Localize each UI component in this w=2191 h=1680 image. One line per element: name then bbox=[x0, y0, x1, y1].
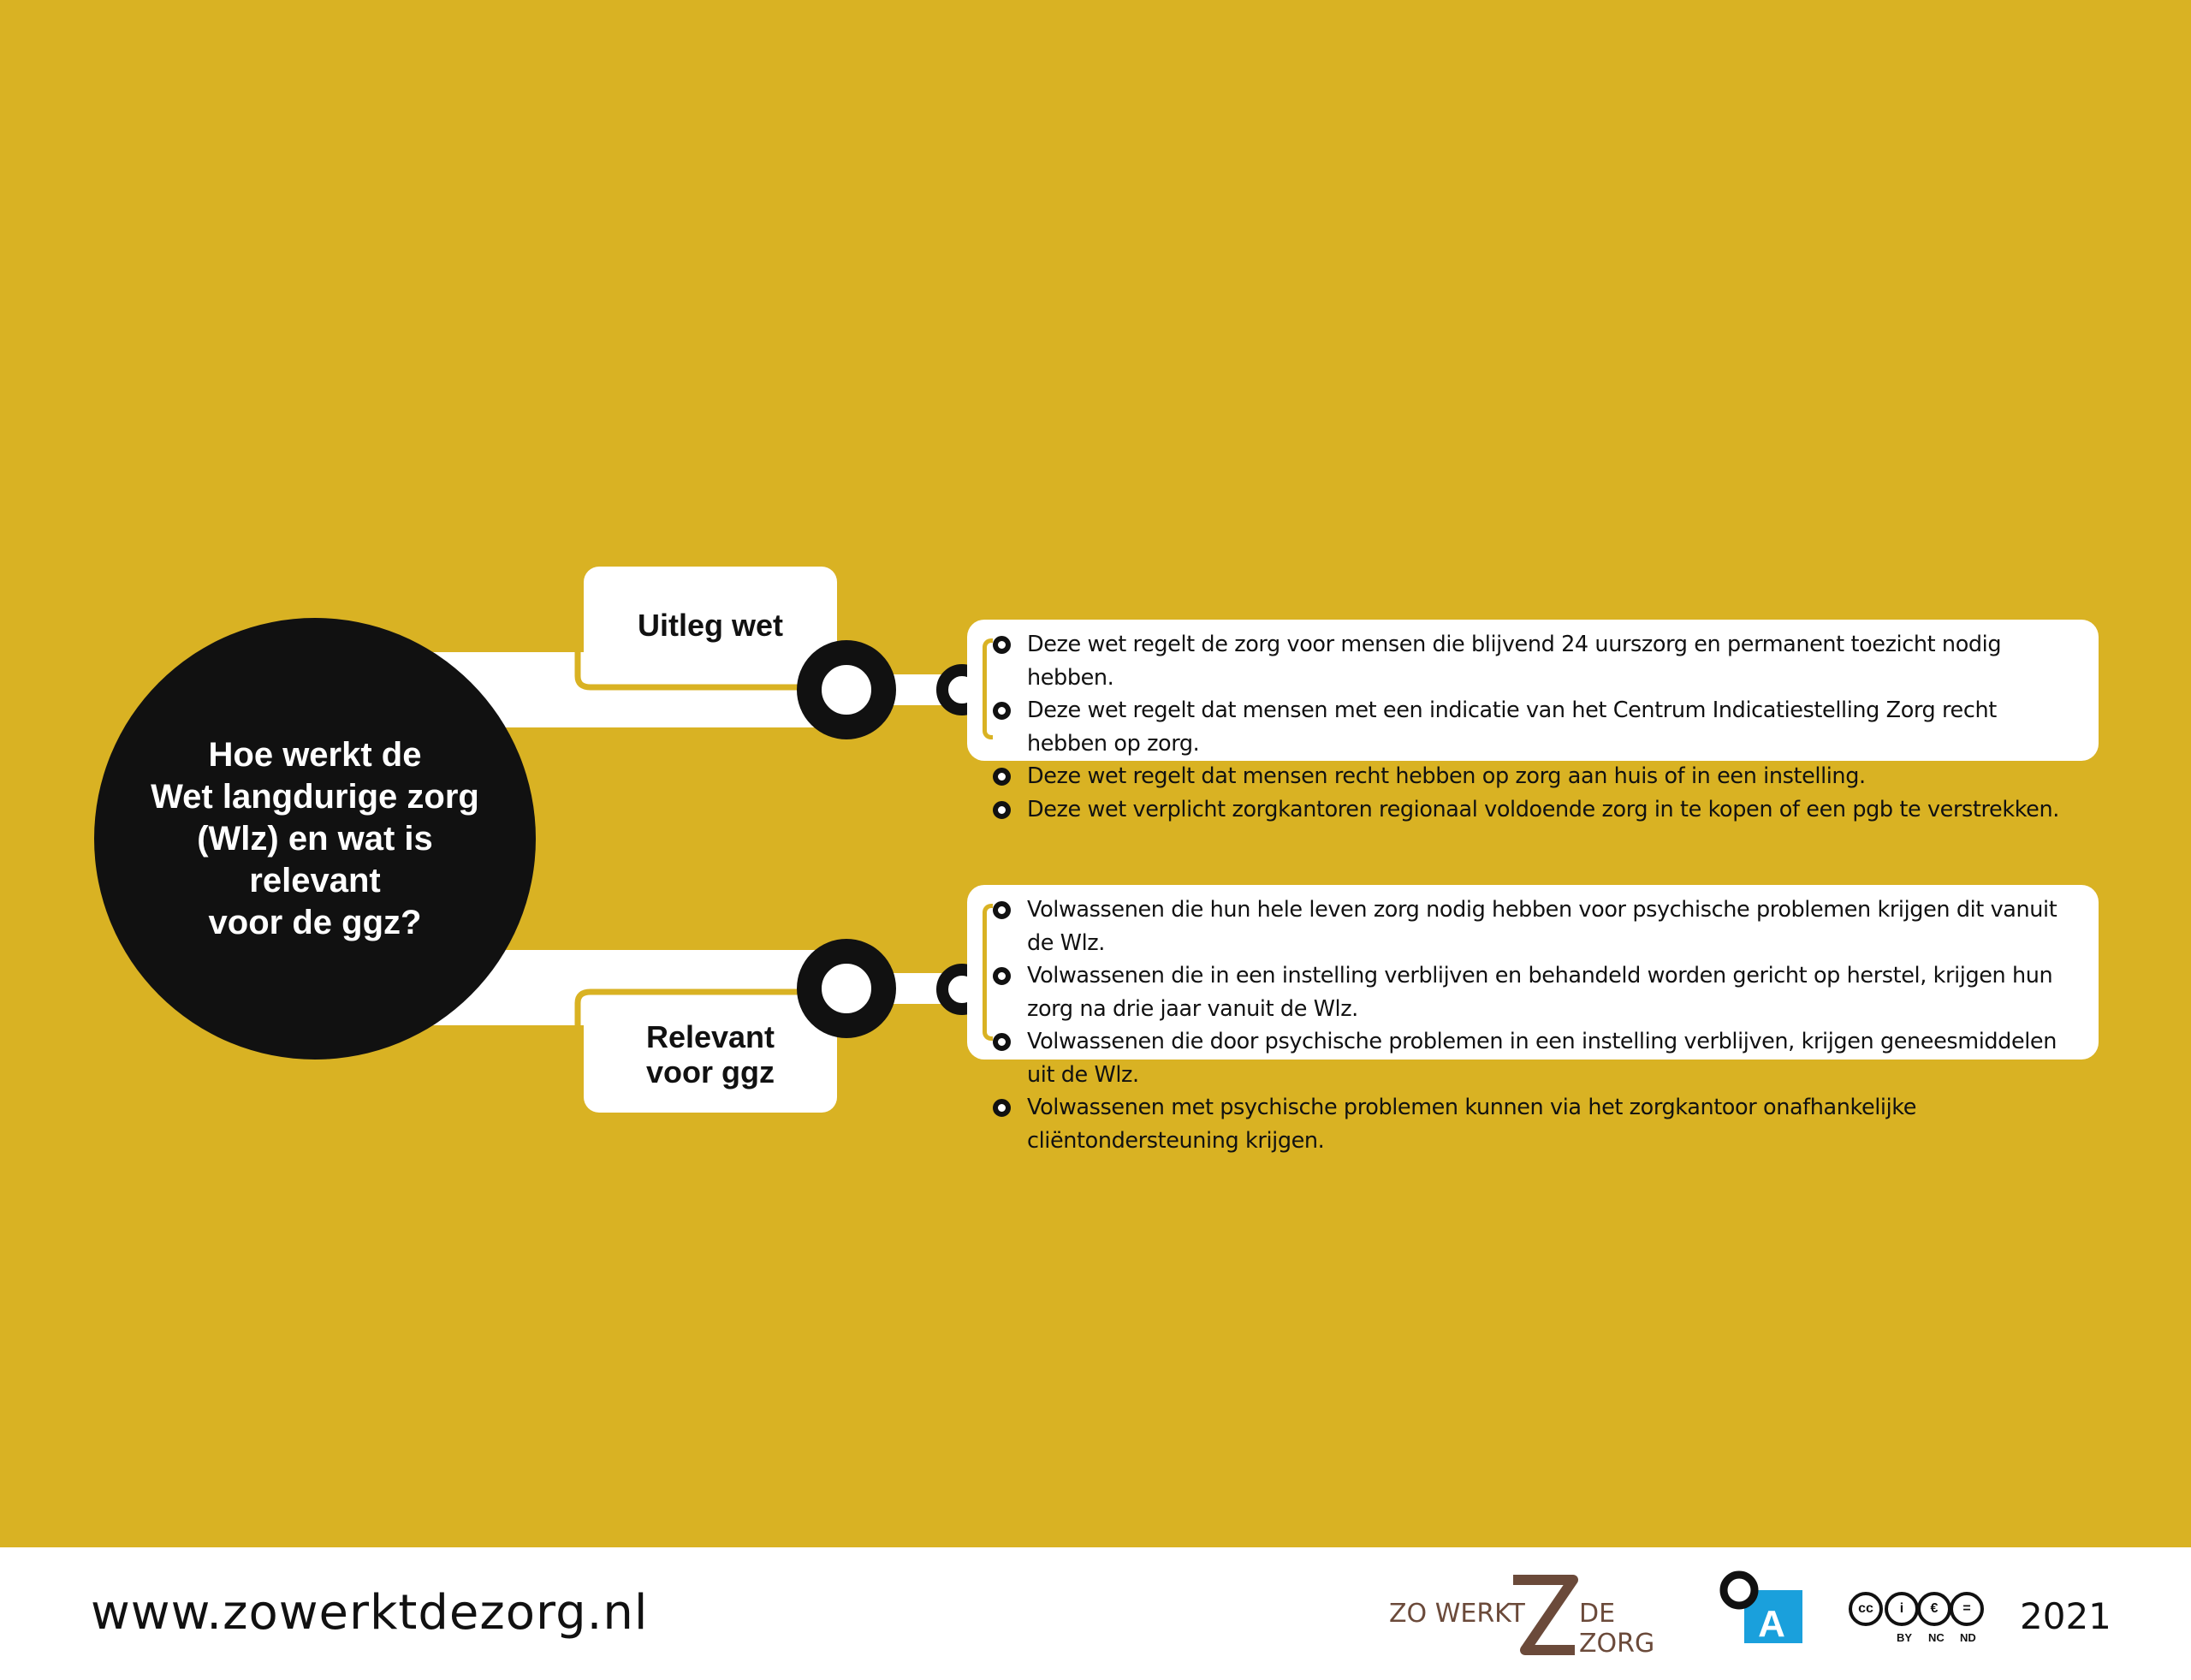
ring-bullet-icon bbox=[993, 901, 1011, 919]
ring-bullet-icon bbox=[993, 1099, 1011, 1117]
noncommercial-icon: € bbox=[1917, 1592, 1951, 1626]
ring-node-icon bbox=[797, 939, 896, 1038]
branch-label-text: Relevant voor ggz bbox=[645, 1018, 775, 1089]
info-list bbox=[1027, 893, 2081, 1157]
ring-bullet-icon bbox=[993, 636, 1011, 654]
ring-bullet-icon bbox=[993, 801, 1011, 819]
ring-bullet-icon bbox=[993, 702, 1011, 720]
list-item: Volwassenen met psychische problemen kunnen via het zorgkantoor onafhankelijke cliëntondersteuning krijgen. bbox=[1027, 1091, 2081, 1157]
attribution-icon: i bbox=[1885, 1592, 1919, 1626]
cc-label: ND bbox=[1960, 1631, 1976, 1644]
list-item: Deze wet regelt dat mensen met een indicatie van het Centrum Indicatiestelling Zorg recht hebben op zorg. bbox=[1027, 694, 2081, 760]
ring-node-icon bbox=[797, 640, 896, 739]
ring-bullet-icon bbox=[993, 768, 1011, 786]
info-list bbox=[1027, 628, 2081, 826]
bullet-connector bbox=[983, 904, 993, 1041]
info-panel-uitleg-wet bbox=[967, 620, 2099, 822]
list-item: Deze wet regelt dat mensen recht hebben op zorg aan huis of in een instelling. bbox=[1027, 760, 2081, 793]
svg-text:A: A bbox=[1758, 1603, 1785, 1645]
central-topic-circle bbox=[94, 618, 536, 1060]
brand-z-icon bbox=[1506, 1573, 1579, 1659]
website-link[interactable]: www.zowerktdezorg.nl bbox=[91, 1585, 649, 1641]
list-item: Volwassenen die door psychische problemen in een instelling verblijven, krijgen geneesmiddelen uit de Wlz. bbox=[1027, 1025, 2081, 1091]
footer-bar bbox=[0, 1547, 2191, 1680]
cc-icon: cc bbox=[1849, 1592, 1883, 1626]
zo-werkt-de-zorg-logo bbox=[1386, 1573, 1686, 1659]
copyright-year: 2021 bbox=[2020, 1595, 2111, 1637]
ring-bullet-icon bbox=[993, 1033, 1011, 1051]
info-panel-relevant-voor-ggz bbox=[967, 885, 2099, 1154]
branch-label-uitleg-wet bbox=[584, 567, 837, 683]
creative-commons-by-nc-nd-icon bbox=[1849, 1592, 1994, 1652]
cc-label: NC bbox=[1928, 1631, 1945, 1644]
list-item: Volwassenen die hun hele leven zorg nodig hebben voor psychische problemen krijgen dit vanuit de Wlz. bbox=[1027, 893, 2081, 959]
branch-label-text: Uitleg wet bbox=[637, 607, 783, 643]
accessibility-a-icon bbox=[1719, 1570, 1804, 1647]
branch-label-relevant-voor-ggz bbox=[584, 995, 837, 1113]
list-item: Volwassenen die in een instelling verblijven en behandeld worden gericht op herstel, krijgen hun zorg na drie jaar vanuit de Wlz. bbox=[1027, 959, 2081, 1025]
brand-text-left: ZO WERKT bbox=[1389, 1599, 1525, 1629]
cc-label: BY bbox=[1897, 1631, 1913, 1644]
noderivatives-icon: = bbox=[1950, 1592, 1984, 1626]
brand-text-right: DE ZORG bbox=[1579, 1599, 1655, 1659]
list-item: Deze wet verplicht zorgkantoren regionaal voldoende zorg in te kopen of een pgb te verstrekken. bbox=[1027, 793, 2081, 827]
list-item: Deze wet regelt de zorg voor mensen die blijvend 24 uurszorg en permanent toezicht nodig hebben. bbox=[1027, 628, 2081, 694]
central-title: Hoe werkt de Wet langdurige zorg (Wlz) en wat is relevant voor de ggz? bbox=[151, 735, 479, 941]
ring-bullet-icon bbox=[993, 967, 1011, 985]
bullet-connector bbox=[983, 638, 993, 739]
